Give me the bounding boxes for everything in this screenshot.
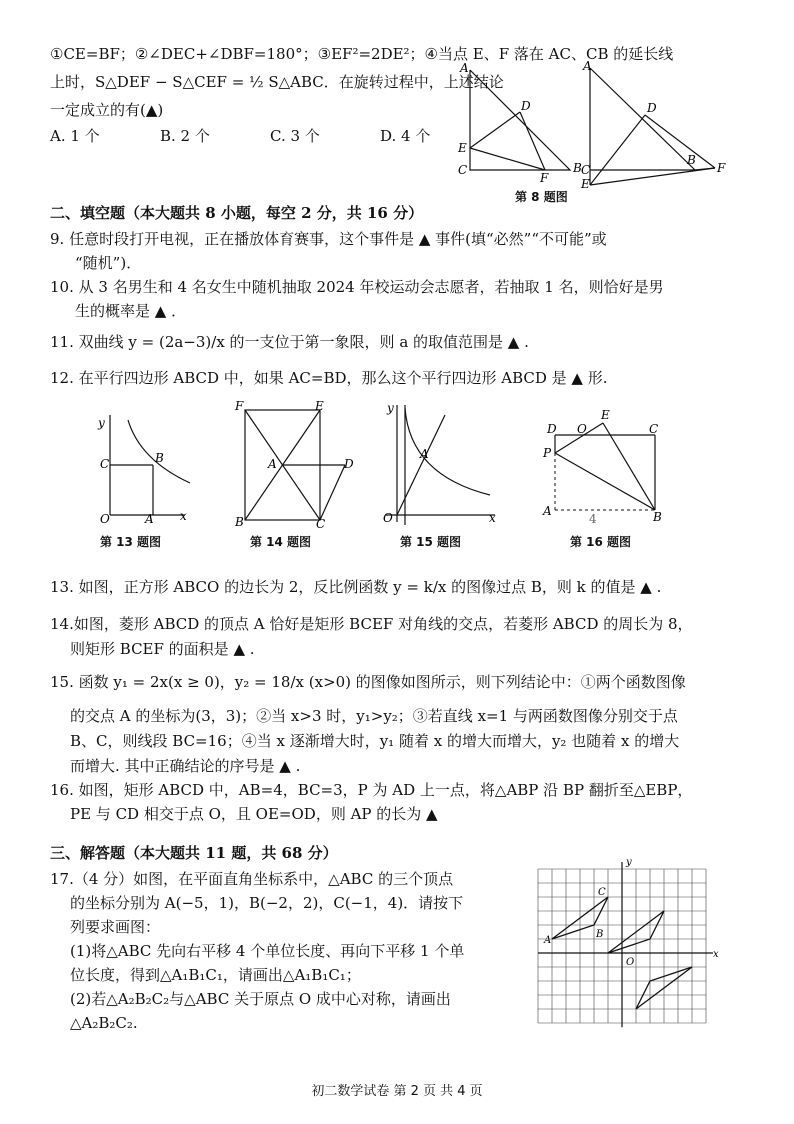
svg-text:C: C [100,457,110,471]
label-a: A [544,935,552,946]
figure-16-caption: 第 16 题图 [570,535,632,549]
figure-14-caption: 第 14 题图 [250,535,312,549]
svg-text:D: D [547,422,557,436]
svg-text:A: A [268,457,277,471]
svg-text:A: A [583,59,592,73]
figure-17-coordinate-grid [530,855,720,1045]
figure-13-caption: 第 13 题图 [100,535,162,549]
svg-text:E: E [601,408,610,422]
q16-line2: PE 与 CD 相交于点 O，且 OE=OD，则 AP 的长为 ▲ [70,805,438,823]
q17-line4: (1)将△ABC 先向右平移 4 个单位长度、再向下平移 1 个单 [70,942,465,960]
q9-line1: 9. 任意时段打开电视，正在播放体育赛事，这个事件是 ▲ 事件(填“必然”“不可能”或 [50,230,607,248]
q8-option-b: B. 2 个 [160,127,210,145]
svg-text:C: C [649,422,659,436]
svg-text:O: O [100,512,110,526]
figure-16 [535,405,675,525]
q8-option-a: A. 1 个 [50,127,100,145]
section-3-title: 三、解答题（本大题共 11 题，共 68 分） [50,844,338,862]
q15-line3: B、C，则线段 BC=16；④当 x 逐渐增大时，y₁ 随着 x 的增大而增大，y₂ 也随着 x 的增大 [70,732,680,750]
svg-text:B: B [235,515,244,529]
svg-text:x: x [489,511,496,525]
svg-text:A: A [543,504,552,518]
svg-text:P: P [543,446,552,460]
svg-text:A: A [145,512,154,526]
label-origin: O [626,957,635,968]
svg-text:O: O [383,511,393,525]
q8-line3: 一定成立的有(▲) [50,101,164,119]
q9-line2: “随机”)． [75,254,142,272]
q8-option-c: C. 3 个 [270,127,320,145]
label-x-axis: x [713,949,719,960]
svg-text:F: F [717,161,726,175]
q10-line1: 10. 从 3 名男生和 4 名女生中随机抽取 2024 年校运动会志愿者，若抽取 1 名，则恰好是男 [50,278,664,296]
svg-text:y: y [387,401,394,415]
q17-line2: 的坐标分别为 A(−5，1)，B(−2，2)，C(−1，4)．请按下 [70,894,464,912]
svg-text:B: B [687,153,696,167]
label-b: B [596,929,604,940]
q14-line1: 14.如图，菱形 ABCD 的顶点 A 恰好是矩形 BCEF 对角线的交点，若菱形 ABCD 的周长为 8， [50,615,693,633]
q17-line6: (2)若△A₂B₂C₂与△ABC 关于原点 O 成中心对称，请画出 [70,990,451,1008]
svg-text:E: E [581,177,590,191]
svg-text:E: E [458,141,467,155]
page-footer: 初二数学试卷 第 2 页 共 4 页 [311,1084,483,1099]
svg-text:D: D [521,99,531,113]
figure-15 [375,400,500,530]
svg-text:E: E [315,399,324,413]
svg-text:F: F [235,399,244,413]
figure-14 [230,400,360,530]
q8-line2: 上时，S△DEF − S△CEF = ½ S△ABC．在旋转过程中，上述结论 [50,73,504,91]
svg-text:D: D [647,101,657,115]
q12-text: 12. 在平行四边形 ABCD 中，如果 AC=BD，那么这个平行四边形 ABCD 是 ▲ 形. [50,369,608,387]
figure-15-caption: 第 15 题图 [400,535,462,549]
svg-text:O: O [577,422,587,436]
svg-text:D: D [344,457,354,471]
q8-line1: ①CE=BF；②∠DEC+∠DBF=180°；③EF²=2DE²；④当点 E、F 落在 AC、CB 的延长线 [50,45,674,63]
q17-line7: △A₂B₂C₂. [70,1014,138,1032]
figure-8-caption: 第 8 题图 [515,190,568,204]
section-2-title: 二、填空题（本大题共 8 小题，每空 2 分，共 16 分） [50,204,424,222]
q8-option-d: D. 4 个 [380,127,431,145]
q10-line2: 生的概率是 ▲ ． [75,302,187,320]
svg-text:F: F [540,171,549,185]
svg-text:y: y [98,416,105,430]
svg-text:B: B [653,510,662,524]
svg-text:x: x [180,509,187,523]
figure-8 [455,60,745,190]
q15-line4: 而增大. 其中正确结论的序号是 ▲ . [70,757,301,775]
q11-text: 11. 双曲线 y = (2a−3)/x 的一支位于第一象限，则 a 的取值范围是 ▲ . [50,333,529,351]
q16-line1: 16. 如图，矩形 ABCD 中，AB=4，BC=3，P 为 AD 上一点，将△ABP 沿 BP 翻折至△EBP， [50,781,693,799]
q13-text: 13. 如图，正方形 ABCO 的边长为 2，反比例函数 y = k/x 的图像过点 B，则 k 的值是 ▲ . [50,578,662,596]
label-y-axis: y [626,856,632,868]
svg-text:C: C [581,163,591,177]
q15-line1: 15. 函数 y₁ = 2x(x ≥ 0)，y₂ = 18/x (x>0) 的图像如图所示，则下列结论中：①两个函数图像 [50,673,686,691]
svg-text:A: A [420,447,429,461]
svg-text:C: C [316,517,326,531]
q17-line5: 位长度，得到△A₁B₁C₁，请画出△A₁B₁C₁； [70,966,361,984]
q17-line1: 17.（4 分）如图，在平面直角坐标系中，△ABC 的三个顶点 [50,870,454,888]
svg-text:B: B [573,161,582,175]
svg-text:C: C [458,163,468,177]
q17-line3: 列要求画图： [70,918,161,936]
label-c: C [598,887,606,898]
figure-16-handwritten-4: 4 [589,512,597,526]
svg-text:B: B [155,451,164,465]
figure-13 [90,405,200,525]
q15-line2: 的交点 A 的坐标为(3，3)；②当 x>3 时，y₁>y₂；③若直线 x=1 与两函数图像分别交于点 [70,707,678,725]
q14-line2: 则矩形 BCEF 的面积是 ▲ . [70,640,255,658]
svg-text:A: A [460,61,469,75]
